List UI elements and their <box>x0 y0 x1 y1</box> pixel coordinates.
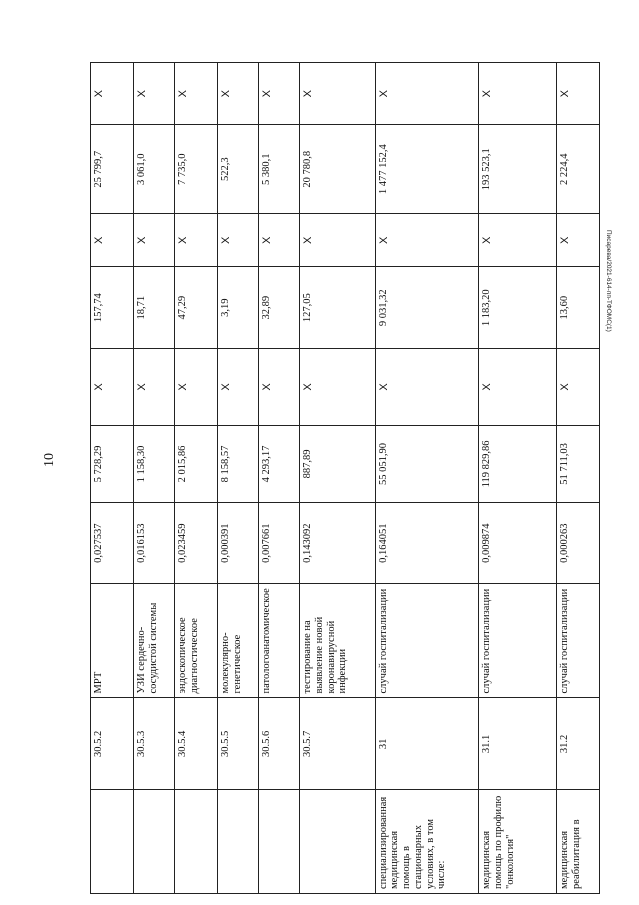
table-row <box>134 63 175 894</box>
x-cell-2: X <box>259 214 300 267</box>
rotated-table-container <box>90 62 600 894</box>
document-footer-note: Писарева/2021-614-пп-ТФОМС(1) <box>605 230 612 332</box>
value-cell: 127,05 <box>300 267 375 348</box>
x-cell-1: X <box>175 348 218 425</box>
value-cell: 9 031,32 <box>375 267 479 348</box>
total-cell: 20 780,8 <box>300 125 375 214</box>
code-cell: 30.5.2 <box>91 698 134 790</box>
x-cell-2: X <box>375 214 479 267</box>
value-cell: 1 183,20 <box>479 267 557 348</box>
x-cell-3: X <box>218 63 259 125</box>
x-cell-3: X <box>175 63 218 125</box>
table-row <box>479 63 557 894</box>
x-cell-3: X <box>375 63 479 125</box>
description-cell: специализированная медицинская помощь в стационарных условиях, в том числе: <box>375 790 479 894</box>
code-cell: 31.2 <box>556 698 599 790</box>
value-cell: 18,71 <box>134 267 175 348</box>
code-cell: 30.5.5 <box>218 698 259 790</box>
table-row <box>556 63 599 894</box>
table-row <box>375 63 479 894</box>
tariff-table <box>90 62 600 894</box>
description-cell <box>218 790 259 894</box>
x-cell-3: X <box>300 63 375 125</box>
unit-cell: случай госпитализации <box>556 584 599 698</box>
total-cell: 1 477 152,4 <box>375 125 479 214</box>
description-cell <box>134 790 175 894</box>
description-cell: медицинская реабилитация в <box>556 790 599 894</box>
x-cell-2: X <box>175 214 218 267</box>
table-row <box>300 63 375 894</box>
x-cell-1: X <box>218 348 259 425</box>
x-cell-3: X <box>556 63 599 125</box>
x-cell-2: X <box>91 214 134 267</box>
x-cell-3: X <box>259 63 300 125</box>
unit-cell: молекулярно-генетическое <box>218 584 259 698</box>
cost-cell: 119 829,86 <box>479 425 557 502</box>
norm-cell: 0,023459 <box>175 502 218 583</box>
total-cell: 522,3 <box>218 125 259 214</box>
code-cell: 30.5.6 <box>259 698 300 790</box>
total-cell: 25 799,7 <box>91 125 134 214</box>
unit-cell: случай госпитализации <box>479 584 557 698</box>
code-cell: 30.5.7 <box>300 698 375 790</box>
cost-cell: 8 158,57 <box>218 425 259 502</box>
unit-cell: патологоанатомическое <box>259 584 300 698</box>
cost-cell: 4 293,17 <box>259 425 300 502</box>
x-cell-1: X <box>556 348 599 425</box>
x-cell-2: X <box>218 214 259 267</box>
x-cell-3: X <box>479 63 557 125</box>
cost-cell: 2 015,86 <box>175 425 218 502</box>
x-cell-1: X <box>300 348 375 425</box>
norm-cell: 0,164051 <box>375 502 479 583</box>
x-cell-2: X <box>479 214 557 267</box>
description-cell <box>175 790 218 894</box>
value-cell: 32,89 <box>259 267 300 348</box>
unit-cell: тестирование на выявление новой коронавирусной инфекции <box>300 584 375 698</box>
description-cell <box>91 790 134 894</box>
total-cell: 3 061,0 <box>134 125 175 214</box>
total-cell: 7 735,0 <box>175 125 218 214</box>
description-cell <box>259 790 300 894</box>
code-cell: 31.1 <box>479 698 557 790</box>
description-cell: медицинская помощь по профилю "онкология" <box>479 790 557 894</box>
x-cell-3: X <box>91 63 134 125</box>
table-row <box>91 63 134 894</box>
cost-cell: 55 051,90 <box>375 425 479 502</box>
rotated-table-frame <box>90 62 600 894</box>
cost-cell: 1 158,30 <box>134 425 175 502</box>
norm-cell: 0,016153 <box>134 502 175 583</box>
value-cell: 13,60 <box>556 267 599 348</box>
x-cell-1: X <box>259 348 300 425</box>
code-cell: 30.5.3 <box>134 698 175 790</box>
code-cell: 30.5.4 <box>175 698 218 790</box>
cost-cell: 5 728,29 <box>91 425 134 502</box>
unit-cell: эндоскопическое диагностическое <box>175 584 218 698</box>
unit-cell: УЗИ сердечно-сосудистой системы <box>134 584 175 698</box>
code-cell: 31 <box>375 698 479 790</box>
table-row <box>218 63 259 894</box>
norm-cell: 0,007661 <box>259 502 300 583</box>
value-cell: 157,74 <box>91 267 134 348</box>
x-cell-2: X <box>556 214 599 267</box>
x-cell-1: X <box>91 348 134 425</box>
page-number: 10 <box>42 453 57 467</box>
total-cell: 5 380,1 <box>259 125 300 214</box>
total-cell: 2 224,4 <box>556 125 599 214</box>
description-cell <box>300 790 375 894</box>
table-row <box>259 63 300 894</box>
x-cell-3: X <box>134 63 175 125</box>
norm-cell: 0,009874 <box>479 502 557 583</box>
value-cell: 3,19 <box>218 267 259 348</box>
norm-cell: 0,000391 <box>218 502 259 583</box>
cost-cell: 887,89 <box>300 425 375 502</box>
x-cell-1: X <box>134 348 175 425</box>
cost-cell: 51 711,03 <box>556 425 599 502</box>
value-cell: 47,29 <box>175 267 218 348</box>
x-cell-1: X <box>375 348 479 425</box>
total-cell: 193 523,1 <box>479 125 557 214</box>
table-row <box>175 63 218 894</box>
x-cell-2: X <box>134 214 175 267</box>
norm-cell: 0,143092 <box>300 502 375 583</box>
unit-cell: случай госпитализации <box>375 584 479 698</box>
x-cell-1: X <box>479 348 557 425</box>
norm-cell: 0,000263 <box>556 502 599 583</box>
unit-cell: МРТ <box>91 584 134 698</box>
x-cell-2: X <box>300 214 375 267</box>
norm-cell: 0,027537 <box>91 502 134 583</box>
